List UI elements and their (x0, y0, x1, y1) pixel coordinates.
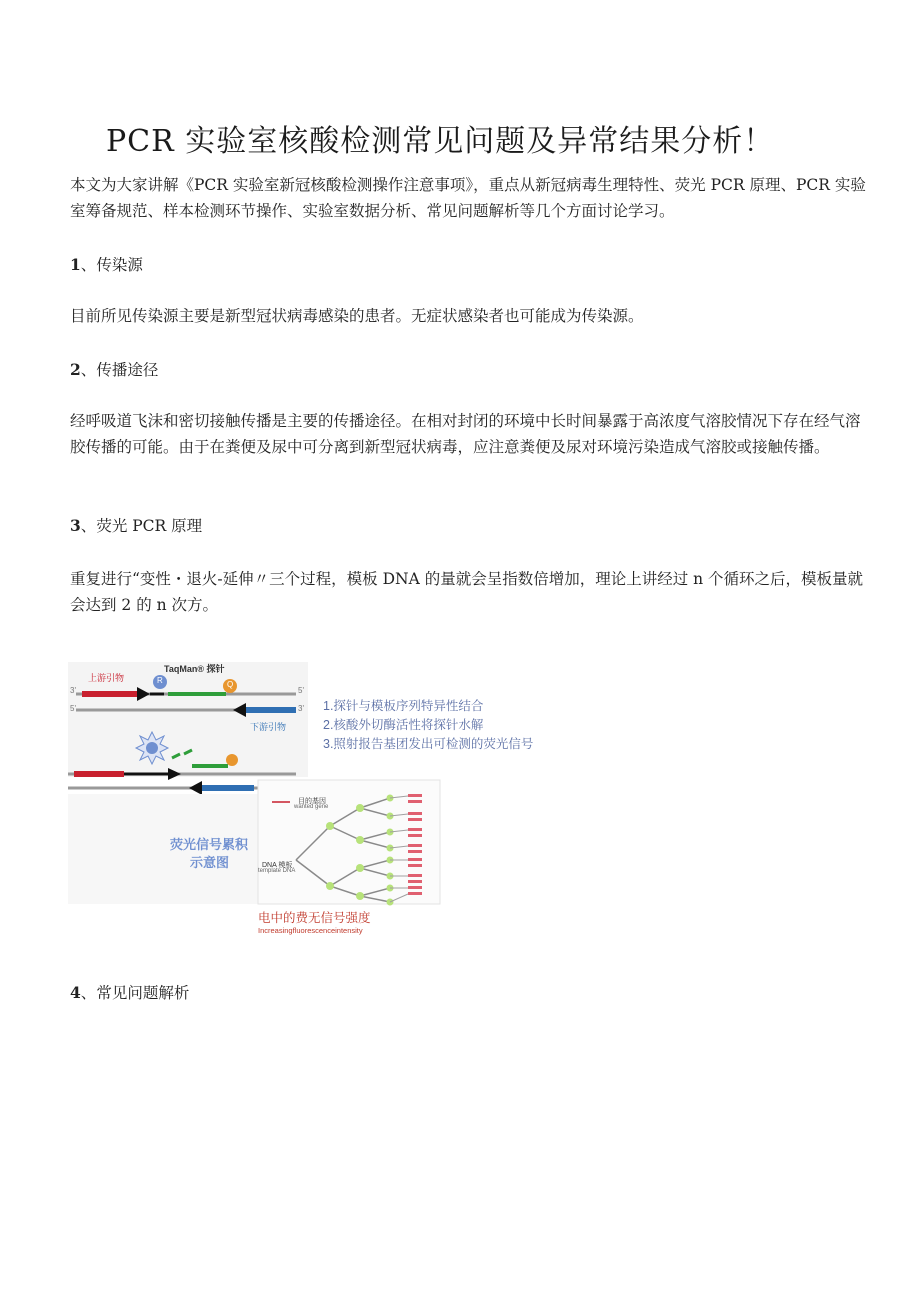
taqman-figure (68, 662, 548, 942)
section-number: 3 (70, 516, 81, 535)
probe-label: TaqMan® 探针 (164, 664, 225, 674)
section-title: 荧光 PCR 原理 (96, 517, 203, 535)
probe-steps-list (323, 697, 533, 754)
section-title: 常见问题解析 (96, 984, 190, 1002)
prime-label: 3' (70, 686, 76, 695)
downstream-primer-label: 下游引物 (250, 722, 287, 732)
prime-label: 3' (298, 704, 304, 713)
template-label: DNA 模板 (262, 862, 293, 869)
page-title: PCR 实验室核酸检测常见问题及异常结果分析！ (106, 124, 775, 159)
section-3-body: 重复进行“变性・退火-延伸〃三个过程，模板 DNA 的量就会呈指数倍增加，理论上讲经过 n 个循环之后，模板量就会达到 2 的 n 次方。 (70, 570, 864, 614)
section-number: 4 (70, 983, 81, 1002)
probe-step: 3.照射报告基团发出可检测的荧光信号 (323, 737, 534, 751)
section-4-heading: 4、常见问题解析 (70, 983, 190, 1002)
prime-label: 5' (298, 686, 304, 695)
probe-step: 2.核酸外切酶活性将探针水解 (323, 718, 484, 732)
section-2-heading: 2、传播途径 (70, 360, 159, 379)
intro-paragraph: 本文为大家讲解《PCR 实验室新冠核酸检测操作注意事项》，重点从新冠病毒生理特性、荧光 PCR 原理、PCR 实验室筹备规范、样本检测环节操作、实验室数据分析、常见问题解析等几个方面讨论学习。 (70, 176, 866, 220)
section-title: 传染源 (96, 256, 143, 274)
upstream-primer-bar (82, 691, 137, 697)
section-number: 2 (70, 360, 81, 379)
template-en: template DNA (258, 868, 296, 874)
upstream-primer-label: 上游引物 (88, 673, 125, 683)
accumulation-label: 示意图 (190, 855, 230, 870)
downstream-primer-bar (246, 707, 296, 713)
target-gene-label: 目的基因 (298, 798, 326, 805)
released-reporter-icon (146, 742, 158, 754)
section-title: 传播途径 (96, 361, 159, 379)
section-2-body: 经呼吸道飞沫和密切接触传播是主要的传播途径。在相对封闭的环境中长时间暴露于高浓度气溶胶情况下存在经气溶胶传播的可能。由于在粪便及尿中可分离到新型冠状病毒，应注意粪便及尿对环境污染造成气溶胶或接触传播。 (70, 412, 861, 456)
reporter-letter: R (157, 676, 163, 685)
target-gene-en: wanted gene (294, 804, 329, 810)
section-1-heading: 1、传染源 (70, 255, 143, 274)
quencher-letter: Q (227, 680, 234, 689)
prime-label: 5' (70, 704, 76, 713)
intensity-label: 电中的费无信号强度 (258, 911, 371, 925)
section-1-body: 目前所见传染源主要是新型冠状病毒感染的患者。无症状感染者也可能成为传染源。 (70, 307, 644, 325)
probe-step: 1.探针与模板序列特异性结合 (323, 699, 484, 713)
section-number: 1 (70, 255, 81, 274)
tree-panel-bg (258, 780, 440, 904)
intensity-en: Increasingfluorescenceintensity (258, 926, 363, 935)
accumulation-label: 荧光信号累积 (170, 837, 249, 852)
section-3-heading: 3、荧光 PCR 原理 (70, 516, 203, 535)
